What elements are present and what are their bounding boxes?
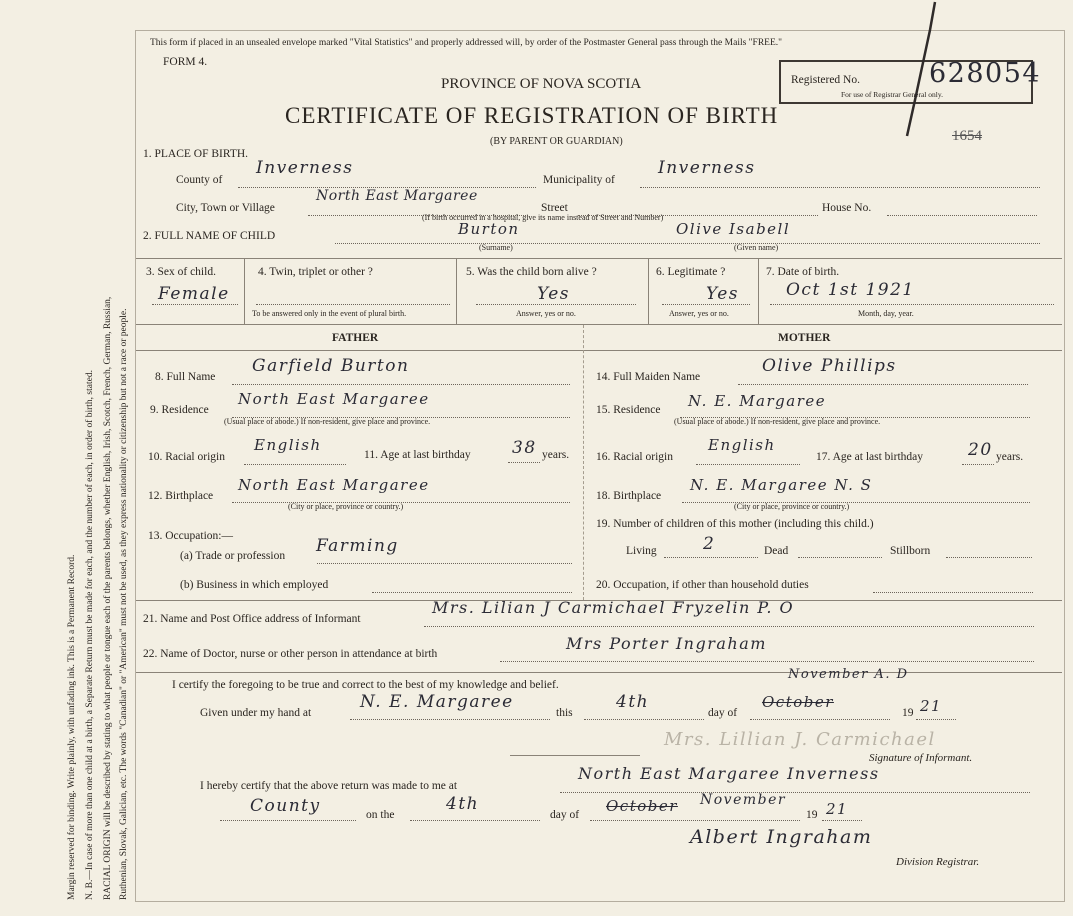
- occupation-label: 13. Occupation:—: [148, 530, 233, 542]
- cert-day: 4th: [616, 692, 650, 712]
- father-abode-note: (Usual place of abode.) If non-resident, give place and province.: [224, 417, 431, 426]
- child-given-name: Olive Isabell: [676, 220, 791, 238]
- father-birthplace-label: 12. Birthplace: [148, 490, 214, 502]
- father-name-label: 8. Full Name: [155, 371, 216, 383]
- father-race-label: 10. Racial origin: [148, 451, 225, 463]
- house-label: House No.: [822, 202, 872, 214]
- stillborn-label: Stillborn: [890, 545, 931, 557]
- mother-abode-note: (Usual place of abode.) If non-resident, give place and province.: [674, 417, 881, 426]
- registrar-certify: I hereby certify that the above return was made to me at: [200, 780, 458, 792]
- child-name-label: 2. FULL NAME OF CHILD: [143, 230, 276, 242]
- sex-label: 3. Sex of child.: [146, 266, 216, 278]
- father-heading: FATHER: [332, 332, 379, 344]
- registered-number: 628054: [929, 58, 1042, 89]
- mother-name-label: 14. Full Maiden Name: [596, 371, 701, 383]
- registrar-county: County: [250, 796, 321, 816]
- father-residence-label: 9. Residence: [150, 404, 209, 416]
- registrar-month: November: [700, 792, 787, 808]
- legitimate-caption: Answer, yes or no.: [669, 309, 729, 318]
- hospital-note: (If birth occurred in a hospital, give its name instead of Street and Number): [422, 213, 664, 222]
- mother-age-label: 17. Age at last birthday: [816, 451, 923, 463]
- father-race: English: [254, 436, 322, 454]
- legitimate-value: Yes: [706, 284, 740, 304]
- dob-caption: Month, day, year.: [858, 309, 914, 318]
- registrar-stroke-mark: [895, 0, 945, 140]
- given-caption: (Given name): [734, 243, 779, 252]
- mother-birthplace-note: (City or place, province or country.): [734, 502, 850, 511]
- street-label: Street: [541, 202, 568, 214]
- father-birthplace: North East Margaree: [238, 476, 430, 494]
- twin-note: To be answered only in the event of plural birth.: [252, 309, 407, 318]
- province-title: PROVINCE OF NOVA SCOTIA: [441, 76, 642, 92]
- mother-age: 20: [968, 440, 993, 460]
- mother-years: years.: [996, 451, 1024, 463]
- sex-value: Female: [158, 284, 230, 304]
- municipality-value: Inverness: [658, 158, 756, 178]
- father-age-label: 11. Age at last birthday: [364, 449, 471, 461]
- father-years: years.: [542, 449, 570, 461]
- registered-note: For use of Registrar General only.: [841, 90, 943, 99]
- twin-label: 4. Twin, triplet or other ?: [258, 266, 373, 278]
- trade-label: (a) Trade or profession: [180, 550, 286, 562]
- place-of-birth-heading: 1. PLACE OF BIRTH.: [143, 148, 249, 160]
- mother-birthplace: N. E. Margaree N. S: [690, 476, 873, 494]
- registrar-year-prefix: 19: [806, 809, 818, 821]
- mother-occupation-label: 20. Occupation, if other than household duties: [596, 579, 809, 591]
- father-birthplace-note: (City or place, province or country.): [288, 502, 404, 511]
- dead-label: Dead: [764, 545, 789, 557]
- registrar-day-of: day of: [550, 809, 580, 821]
- side-note-4: Ruthenian, Slovak, Galician, etc. The words "Canadian" or "American" must not be used, as they express nationality or citizenship but not a race or people.: [119, 308, 129, 900]
- form-number: FORM 4.: [163, 56, 208, 68]
- father-residence: North East Margaree: [238, 390, 430, 408]
- trade-value: Farming: [316, 536, 399, 556]
- mail-notice: This form if placed in an unsealed envelope marked "Vital Statistics" and properly addressed will, by order of the Postmaster General pass through the Mails "FREE.": [150, 38, 783, 48]
- registrar-caption: Division Registrar.: [896, 856, 980, 868]
- living-label: Living: [626, 545, 657, 557]
- child-surname: Burton: [458, 220, 520, 238]
- surname-caption: (Surname): [479, 243, 513, 252]
- side-note-3: RACIAL ORIGIN will be described by stating to what people or tongue each of the parents belongs, whether English, Irish, Scotch, French, German, Russian,: [103, 296, 113, 900]
- city-label: City, Town or Village: [176, 202, 275, 214]
- dob-value: Oct 1st 1921: [786, 280, 915, 300]
- county-label: County of: [176, 174, 223, 186]
- cert-month: November A. D: [788, 667, 909, 682]
- doctor-label: 22. Name of Doctor, nurse or other person in attendance at birth: [143, 648, 438, 660]
- side-note-1: Margin reserved for binding. Write plainly, with unfading ink. This is a Permanent Record.: [67, 554, 77, 900]
- living-value: 2: [703, 534, 716, 554]
- father-name: Garfield Burton: [252, 356, 410, 376]
- certify-text: I certify the foregoing to be true and correct to the best of my knowledge and belief.: [172, 679, 559, 691]
- certificate-title: CERTIFICATE OF REGISTRATION OF BIRTH: [285, 103, 779, 128]
- certificate-subtitle: (BY PARENT OR GUARDIAN): [490, 136, 623, 147]
- mother-race-label: 16. Racial origin: [596, 451, 673, 463]
- children-label: 19. Number of children of this mother (including this child.): [596, 518, 874, 530]
- dob-label: 7. Date of birth.: [766, 266, 840, 278]
- registered-label: Registered No.: [791, 74, 860, 86]
- old-number: 1654: [952, 128, 982, 144]
- on-the-label: on the: [366, 809, 395, 821]
- registrar-month-struck: October: [606, 797, 678, 815]
- given-place: N. E. Margaree: [360, 692, 514, 712]
- registrar-place: North East Margaree Inverness: [578, 764, 880, 783]
- cert-year-prefix: 19: [902, 707, 914, 719]
- cert-year: 21: [920, 697, 943, 715]
- side-notes: [0, 0, 140, 916]
- mother-heading: MOTHER: [778, 332, 831, 344]
- mother-residence-label: 15. Residence: [596, 404, 661, 416]
- cert-month-struck: October: [762, 693, 834, 711]
- legitimate-label: 6. Legitimate ?: [656, 266, 726, 278]
- municipality-label: Municipality of: [543, 174, 615, 186]
- side-note-2: N. B.—In case of more than one child at a birth, a Separate Return must be made for each, and the number of each, in order of birth, stated.: [85, 370, 95, 900]
- informant-label: 21. Name and Post Office address of Informant: [143, 613, 361, 625]
- day-of-label: day of: [708, 707, 738, 719]
- informant-signature: Mrs. Lillian J. Carmichael: [664, 729, 936, 750]
- given-label: Given under my hand at: [200, 707, 312, 719]
- doctor-value: Mrs Porter Ingraham: [566, 634, 767, 653]
- this-label: this: [556, 707, 573, 719]
- father-age: 38: [512, 438, 537, 458]
- alive-value: Yes: [537, 284, 571, 304]
- registrar-day: 4th: [446, 794, 480, 814]
- city-value: North East Margaree: [316, 188, 478, 204]
- county-value: Inverness: [256, 158, 354, 178]
- business-label: (b) Business in which employed: [180, 579, 329, 591]
- mother-birthplace-label: 18. Birthplace: [596, 490, 662, 502]
- mother-race: English: [708, 436, 776, 454]
- alive-label: 5. Was the child born alive ?: [466, 266, 597, 278]
- mother-residence: N. E. Margaree: [688, 392, 827, 410]
- registrar-signature: Albert Ingraham: [690, 826, 873, 848]
- signature-caption: Signature of Informant.: [869, 752, 973, 764]
- registrar-year: 21: [826, 800, 849, 818]
- alive-caption: Answer, yes or no.: [516, 309, 576, 318]
- mother-name: Olive Phillips: [762, 356, 897, 376]
- informant-value: Mrs. Lilian J Carmichael Fryzelin P. O: [432, 598, 795, 617]
